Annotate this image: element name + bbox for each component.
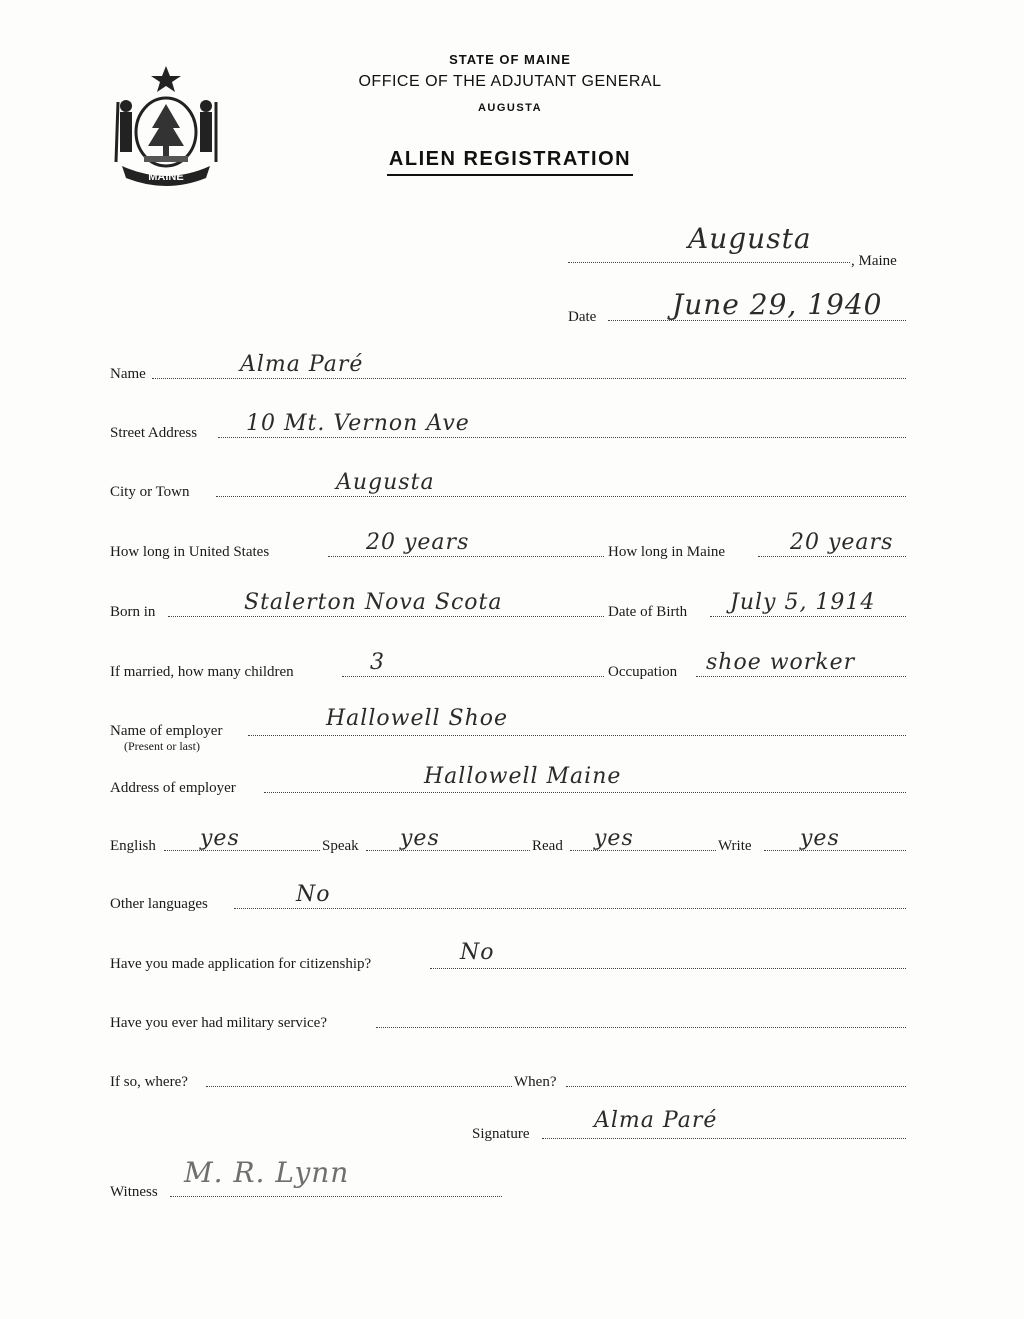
place-value: Augusta <box>688 222 812 255</box>
speak-value: yes <box>400 826 440 851</box>
born-label: Born in <box>110 604 156 620</box>
when-label: When? <box>514 1074 557 1090</box>
other-languages-label: Other languages <box>110 896 208 912</box>
other-languages-value: No <box>296 882 331 907</box>
english-value: yes <box>200 826 240 851</box>
street-value: 10 Mt. Vernon Ave <box>246 411 470 436</box>
employer-address-label: Address of employer <box>110 780 236 796</box>
children-value: 3 <box>370 650 385 675</box>
seal-banner-text: MAINE <box>148 171 184 183</box>
citizenship-value: No <box>460 940 495 965</box>
where-label: If so, where? <box>110 1074 188 1090</box>
office-heading: OFFICE OF THE ADJUTANT GENERAL <box>358 73 662 90</box>
how-long-maine-value: 20 years <box>790 530 894 555</box>
write-value: yes <box>800 826 840 851</box>
how-long-us-value: 20 years <box>366 530 470 555</box>
signature-value: Alma Paré <box>594 1108 718 1133</box>
city-heading: AUGUSTA <box>477 102 543 114</box>
witness-label: Witness <box>110 1184 158 1200</box>
city-label: City or Town <box>110 484 190 500</box>
employer-sublabel: (Present or last) <box>124 739 200 753</box>
speak-label: Speak <box>322 838 359 854</box>
occupation-value: shoe worker <box>706 650 856 675</box>
employer-value: Hallowell Shoe <box>326 706 509 731</box>
place-line <box>568 262 850 263</box>
read-value: yes <box>594 826 634 851</box>
signature-label: Signature <box>472 1126 530 1142</box>
witness-value: M. R. Lynn <box>184 1156 350 1189</box>
how-long-us-label: How long in United States <box>110 544 270 560</box>
children-label: If married, how many children <box>110 664 294 680</box>
employer-address-value: Hallowell Maine <box>424 764 622 789</box>
date-value: June 29, 1940 <box>672 288 883 321</box>
read-label: Read <box>532 838 563 854</box>
employer-label: Name of employer <box>110 723 223 739</box>
maine-state-seal-icon <box>112 62 220 190</box>
english-label: English <box>110 838 156 854</box>
dob-label: Date of Birth <box>608 604 688 620</box>
military-label: Have you ever had military service? <box>110 1015 327 1031</box>
state-heading: STATE OF MAINE <box>449 52 571 67</box>
citizenship-label: Have you made application for citizenship? <box>110 956 372 972</box>
city-value: Augusta <box>336 470 435 495</box>
street-label: Street Address <box>110 425 198 441</box>
occupation-label: Occupation <box>608 664 678 680</box>
born-value: Stalerton Nova Scota <box>244 590 503 615</box>
write-label: Write <box>718 838 752 854</box>
name-value: Alma Paré <box>240 352 364 377</box>
dob-value: July 5, 1914 <box>730 590 876 615</box>
form-title: ALIEN REGISTRATION <box>387 148 633 176</box>
name-label: Name <box>110 366 146 382</box>
date-label: Date <box>568 309 597 325</box>
how-long-maine-label: How long in Maine <box>608 544 726 560</box>
place-suffix-label: , Maine <box>851 253 897 269</box>
